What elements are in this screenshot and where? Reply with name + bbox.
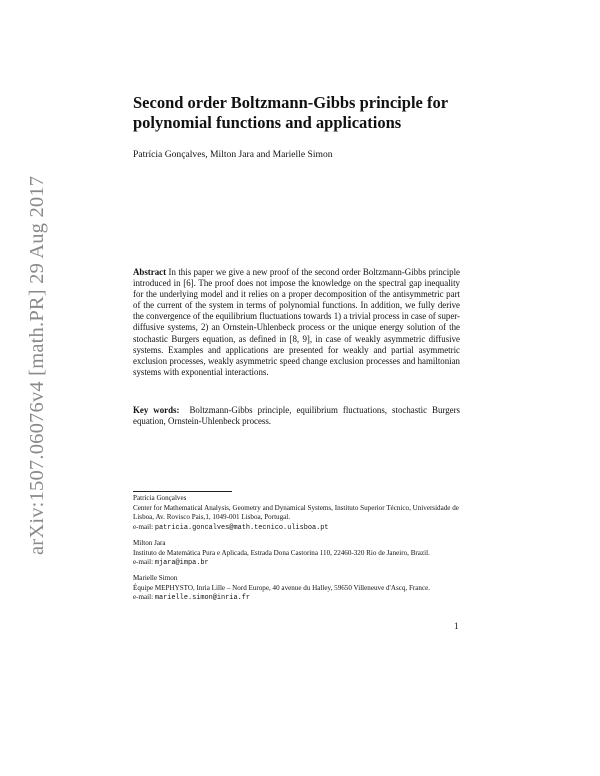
email-label: e-mail: [133, 593, 154, 602]
affiliation-address: Équipe MEPHYSTO, Inria Lille – Nord Europe, 40 avenue du Halley, 59650 Villeneuve d'Ascq, France. [133, 583, 431, 592]
author-list: Patrícia Gonçalves, Milton Jara and Marielle Simon [133, 149, 333, 160]
affiliation-simon [133, 574, 465, 604]
affiliation-name: Milton Jara [133, 538, 166, 547]
affiliation-address: Instituto de Matemática Pura e Aplicada, Estrada Dona Castorina 110, 22460-320 Rio de Janeiro, Brazil. [133, 548, 430, 557]
affiliation-address: Center for Mathematical Analysis, Geometry and Dynamical Systems, Instituto Superior Técnico, Universidade de Lisboa, Av. Rovisco Pais,1, 1049-001 Lisboa, Portugal. [133, 503, 459, 522]
keywords-label: Key words: [133, 405, 180, 415]
footnote-rule [133, 491, 232, 492]
paper-title: Second order Boltzmann-Gibbs principle for polynomial functions and applications [133, 93, 448, 132]
page-number: 1 [454, 621, 459, 631]
affiliation-email-line [133, 558, 465, 569]
affiliations [133, 494, 465, 609]
affiliation-email-line [133, 523, 465, 534]
keywords [133, 405, 460, 427]
email-link[interactable]: marielle.simon@inria.fr [154, 594, 250, 603]
affiliation-email-line [133, 593, 465, 604]
email-link[interactable]: patricia.goncalves@math.tecnico.ulisboa.pt [154, 524, 329, 533]
affiliation-name: Marielle Simon [133, 573, 178, 582]
keywords-text: Boltzmann-Gibbs principle, equilibrium fluctuations, stochastic Burgers equation, Ornstein-Uhlenbeck process. [133, 405, 460, 427]
affiliation-jara [133, 539, 465, 569]
email-label: e-mail: [133, 558, 154, 567]
email-link[interactable]: mjara@impa.br [154, 559, 209, 568]
abstract-label: Abstract [133, 267, 167, 277]
affiliation-goncalves [133, 494, 465, 534]
abstract-text: In this paper we give a new proof of the second order Boltzmann-Gibbs principle introduced in [6]. The proof does not impose the knowledge on the spectral gap inequality for the underlying model and it relies on a proper decomposition of the antisymmetric part of the current of the system in terms of polynomial functions. In addition, we fully derive the convergence of the equilibrium fluctuations towards 1) a trivial process in case of super-diffusive systems, 2) an Ornstein-Uhlenbeck process or the unique energy solution of the stochastic Burgers equation, as defined in [8, 9], in case of weakly asymmetric diffusive systems. Examples and applications are presented for weakly and partial asymmetric exclusion processes, weakly asymmetric speed change exclusion processes and hamiltonian systems with exponential interactions. [133, 267, 460, 377]
arxiv-identifier: arXiv:1507.06076v4 [math.PR] 29 Aug 2017 [26, 175, 48, 555]
email-label: e-mail: [133, 523, 154, 532]
affiliation-name: Patrícia Gonçalves [133, 494, 187, 502]
abstract [133, 267, 460, 378]
